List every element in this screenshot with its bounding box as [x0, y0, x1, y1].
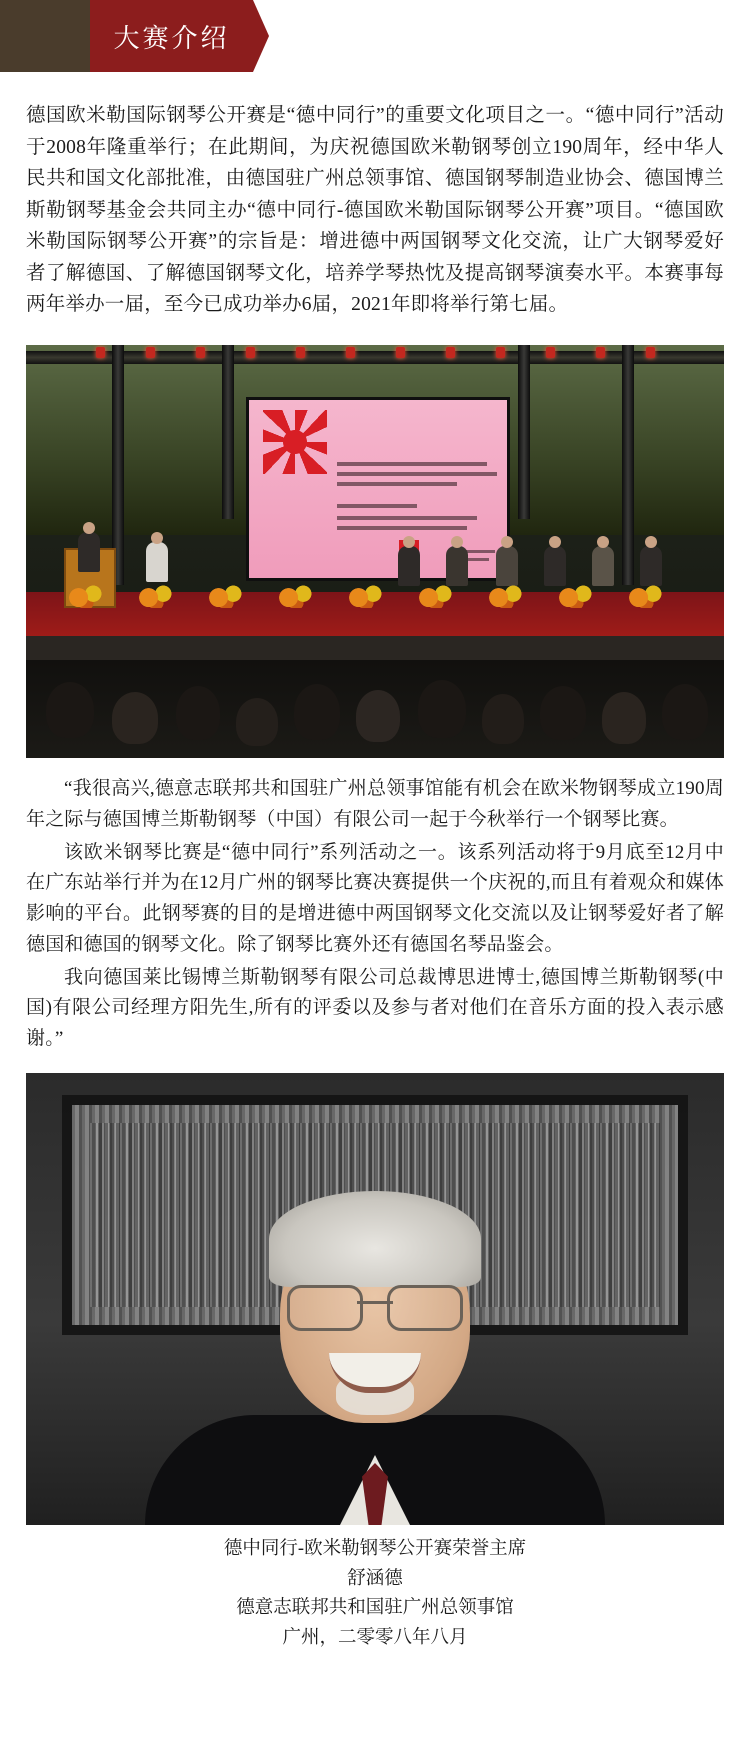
stage-figure-4 — [496, 546, 518, 586]
stage-figure-3 — [446, 546, 468, 586]
quote-paragraph-2: 该欧米钢琴比赛是“德中同行”系列活动之一。该系列活动将于9月底至12月中在广东站举行并为在12月广州的钢琴比赛决赛提供一个庆祝的,而且有着观众和媒体影响的平台。此钢琴赛的目的是增进德中两国钢琴文化交流以及让钢琴爱好者了解德国和德国的钢琴文化。除了钢琴比赛外还有德国名琴品鉴会。 — [26, 841, 724, 955]
truss-vertical-mid-left — [222, 345, 234, 518]
banner-accent-block — [90, 0, 253, 72]
portrait-photo — [26, 1073, 724, 1525]
speaker-figure — [78, 532, 100, 572]
stage-figure-2 — [398, 546, 420, 586]
stage-figure-7 — [640, 546, 662, 586]
stage-floor — [26, 636, 724, 662]
caption-line-3: 德意志联邦共和国驻广州总领事馆 — [236, 1598, 514, 1619]
stage-led-screen — [246, 397, 510, 581]
quote-paragraph-1: “我很高兴,德意志联邦共和国驻广州总领事馆能有机会在欧米物钢琴成立190周年之际与德国博兰斯勒钢琴（中国）有限公司一起于今秋举行一个钢琴比赛。 — [26, 778, 724, 830]
caption-line-2: 舒涵德 — [347, 1568, 403, 1589]
audience-crowd — [26, 660, 724, 758]
stage-photo — [26, 345, 724, 758]
red-flower-graphic — [263, 410, 327, 474]
intro-paragraph: 德国欧米勒国际钢琴公开赛是“德中同行”的重要文化项目之一。“德中同行”活动于2008年隆重举行；在此期间，为庆祝德国欧米勒钢琴创立190周年，经中华人民共和国文化部批准，由德国驻广州总领事馆、德国钢琴制造业协会、德国博兰斯勒钢琴基金会共同主办“德中同行-德国欧米勒国际钢琴公开赛”项目。“德国欧米勒国际钢琴公开赛”的宗旨是：增进德中两国钢琴文化交流，让广大钢琴爱好者了解德国、了解德国钢琴文化，培养学琴热忱及提高钢琴演奏水平。本赛事每两年举办一届，至今已成功举办6届，2021年即将举行第七届。 — [26, 105, 724, 316]
truss-vertical-right — [622, 345, 634, 585]
portrait-photo-figure — [26, 1073, 724, 1525]
stage-figure-1 — [146, 542, 168, 582]
quote-block — [26, 774, 724, 1055]
page-title: 大赛介绍 — [113, 23, 230, 53]
content-area — [0, 100, 750, 1668]
stage-figure-6 — [592, 546, 614, 586]
stage-photo-figure — [26, 345, 724, 758]
banner-filler — [253, 0, 750, 72]
stage-light-bar — [26, 347, 724, 363]
quote-paragraph-3: 我向德国莱比锡博兰斯勒钢琴有限公司总裁博思进博士,德国博兰斯勒钢琴(中国)有限公司经理方阳先生,所有的评委以及参与者对他们在音乐方面的投入表示感谢。” — [26, 966, 724, 1050]
portrait-glasses — [287, 1285, 463, 1327]
portrait-hair — [269, 1191, 481, 1287]
caption-line-1: 德中同行-欧米勒钢琴公开赛荣誉主席 — [223, 1538, 527, 1559]
section-header-banner — [0, 0, 750, 72]
stage-figure-5 — [544, 546, 566, 586]
photo-caption — [26, 1535, 724, 1668]
caption-line-4: 广州，二零零八年八月 — [282, 1627, 468, 1648]
truss-vertical-mid-right — [518, 345, 530, 518]
banner-dark-block — [0, 0, 90, 72]
